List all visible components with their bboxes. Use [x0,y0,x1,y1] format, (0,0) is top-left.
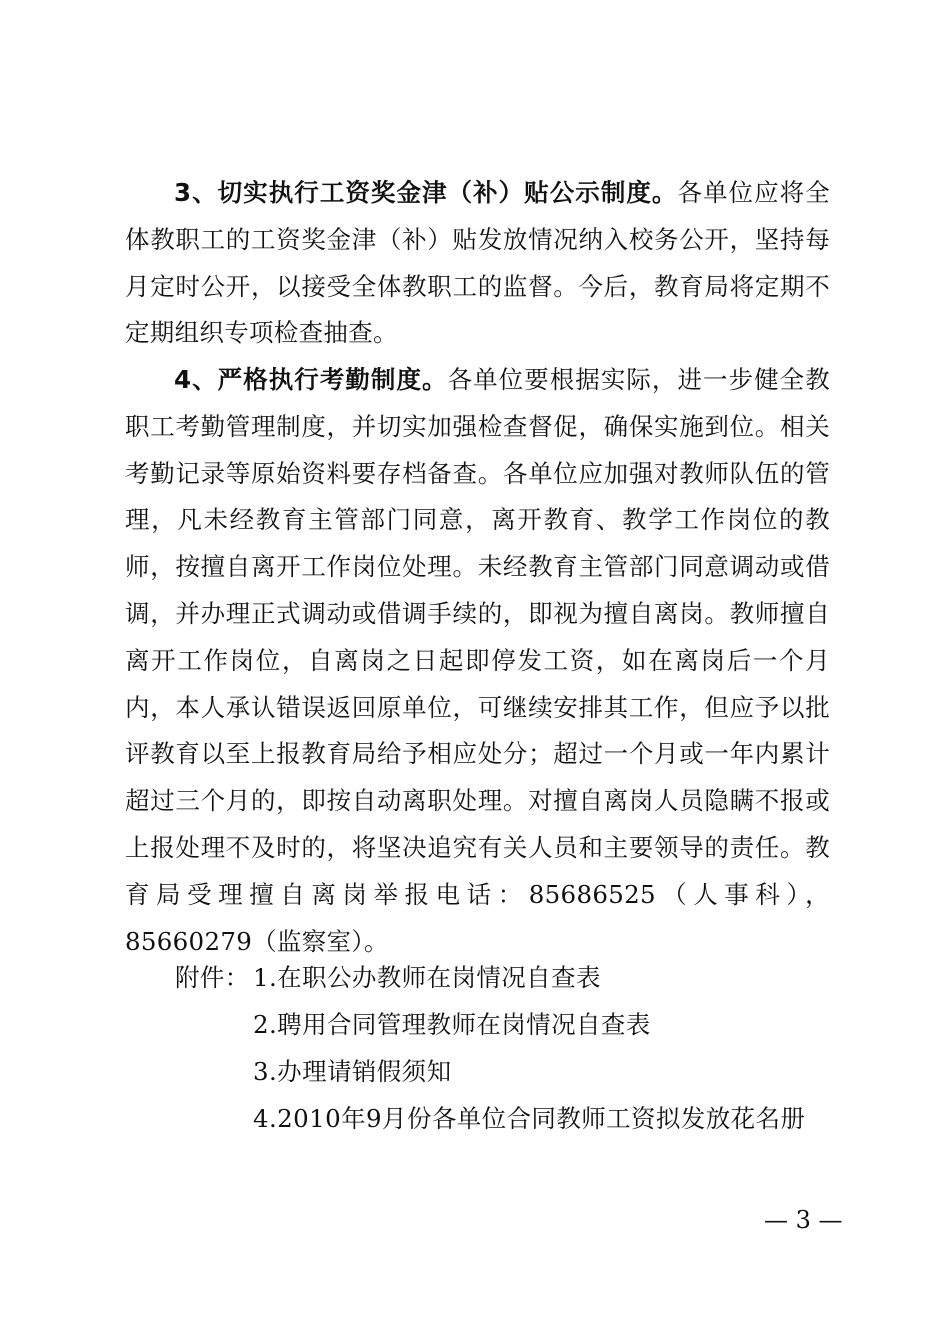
section-4-heading: 4、严格执行考勤制度。 [174,365,448,394]
page-number: — 3 — [764,1206,843,1234]
section-4-body: 各单位要根据实际，进一步健全教职工考勤管理制度，并切实加强检查督促，确保实施到位。相关考勤记录等原始资料要存档备查。各单位应加强对教师队伍的管理，凡未经教育主管部门同意，离开教育、教学工作岗位的教师，按擅自离开工作岗位处理。未经教育主管部门同意调动或借调，并办理正式调动或借调手续的，即视为擅自离岗。教师擅自离开工作岗位，自离岗之日起即停发工资，如在离岗后一个月内，本人承认错误返回原单位，可继续安排其工作，但应予以批评教育以至上报教育局给予相应处分；超过一个月或一年内累计超过三个月的，即按自动离职处理。对擅自离岗人员隐瞒不报或上报处理不及时的，将坚决追究有关人员和主要领导的责任。教育局受理擅自离岗举报电话：85686525（人事科），85660279（监察室）。 [125,365,830,956]
section-3-heading: 3、切实执行工资奖金津（补）贴公示制度。 [174,178,678,207]
section-3-paragraph [125,170,830,357]
attachment-item-1: 1.在职公办教师在岗情况自查表 [253,963,601,992]
section-4-paragraph [125,357,830,965]
attachment-item-3: 3.办理请销假须知 [253,1057,452,1086]
attachment-item-4: 4.2010年9月份各单位合同教师工资拟发放花名册 [253,1104,806,1133]
attachments-label: 附件： [175,963,250,992]
attachment-item-2: 2.聘用合同管理教师在岗情况自查表 [253,1010,651,1039]
section-3-body: 各单位应将全体教职工的工资奖金津（补）贴发放情况纳入校务公开，坚持每月定时公开，以接受全体教职工的监督。今后，教育局将定期不定期组织专项检查抽查。 [125,178,830,348]
